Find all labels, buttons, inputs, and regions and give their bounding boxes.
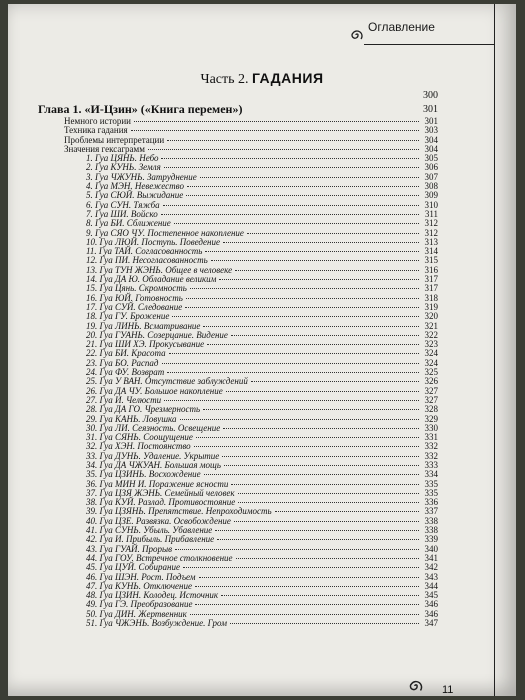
dot-leader bbox=[234, 521, 419, 522]
toc-entry-title: 21. Гуа ШИ ХЭ. Прокусывание bbox=[86, 339, 205, 350]
toc-entry-page: 324 bbox=[424, 357, 438, 368]
toc-entry-page: 345 bbox=[424, 590, 438, 601]
toc-entry-title: 43. Гуа ГУАЙ. Прорыв bbox=[86, 543, 172, 554]
part-page-number: 300 bbox=[423, 90, 438, 101]
toc-entry-title: 26. Гуа ДА ЧУ. Большое накопление bbox=[86, 385, 223, 396]
toc-entry-title: 17. Гуа СУЙ. Следование bbox=[86, 301, 183, 312]
toc-entry-title: 13. Гуа ТУН ЖЭНЬ. Общее в человеке bbox=[86, 264, 233, 275]
toc-entry-title: 20. Гуа ГУАНЬ. Созерцание. Видение bbox=[86, 329, 228, 340]
dot-leader bbox=[224, 465, 419, 466]
toc-entry-page: 338 bbox=[424, 515, 438, 526]
dot-leader bbox=[131, 130, 419, 131]
dot-leader bbox=[207, 344, 419, 345]
toc-entry-title: 12. Гуа ПИ. Несогласованность bbox=[86, 255, 208, 266]
dot-leader bbox=[211, 260, 419, 261]
dot-leader bbox=[175, 549, 419, 550]
toc-entry-page: 338 bbox=[424, 525, 438, 536]
toc-entry-page: 305 bbox=[424, 153, 438, 164]
dot-leader bbox=[230, 623, 419, 624]
toc-entry-title: 18. Гуа ГУ. Брожение bbox=[86, 311, 170, 322]
toc-entry-page: 341 bbox=[424, 552, 438, 563]
toc-entry-title: 44. Гуа ГОУ. Встречное столкновение bbox=[86, 552, 233, 563]
toc-entry-title: 2. Гуа КУНЬ. Земля bbox=[86, 162, 161, 173]
dot-leader bbox=[194, 446, 419, 447]
part-title-name: ГАДАНИЯ bbox=[252, 70, 324, 86]
dot-leader bbox=[186, 195, 419, 196]
dot-leader bbox=[247, 233, 419, 234]
dot-leader bbox=[185, 307, 419, 308]
dot-leader bbox=[231, 484, 419, 485]
toc-entry-page: 346 bbox=[424, 599, 438, 610]
toc-entry-title: 30. Гуа ЛИ. Сеязность. Освещение bbox=[86, 422, 221, 433]
toc-entry-page: 328 bbox=[424, 404, 438, 415]
toc-entry-page: 310 bbox=[424, 199, 438, 210]
toc-entry-title: 15. Гуа Цянь. Скромность bbox=[86, 283, 187, 294]
toc-entry-page: 301 bbox=[424, 116, 438, 126]
toc-entry-title: 41. Гуа СУНЬ. Убыль. Убавление bbox=[86, 525, 213, 536]
toc-entry-page: 313 bbox=[424, 236, 438, 247]
toc-entry-title: Немного истории bbox=[64, 116, 131, 126]
toc-entry-title: 28. Гуа ДА ГО. Чрезмерность bbox=[86, 404, 201, 415]
toc-entry-title: 1. Гуа ЦЯНЬ. Небо bbox=[86, 153, 159, 164]
dot-leader bbox=[205, 251, 419, 252]
toc-entry-title: 37. Гуа ЦЗЯ ЖЭНЬ. Семейный человек bbox=[86, 487, 235, 498]
toc-entry-title: 50. Гуа ДИН. Жертвенник bbox=[86, 608, 187, 619]
toc-entry-title: 48. Гуа ЦЗИН. Колодец. Источник bbox=[86, 590, 219, 601]
dot-leader bbox=[199, 577, 419, 578]
toc-entry-page: 323 bbox=[424, 339, 438, 350]
dot-leader bbox=[235, 270, 419, 271]
toc-entry-page: 347 bbox=[424, 618, 438, 629]
toc-entry-title: 40. Гуа ЦЗЕ. Развязка. Освобождение bbox=[86, 515, 231, 526]
toc-entry-title: 11. Гуа ТАЙ. Согласованность bbox=[86, 246, 203, 257]
toc-entry-title: 14. Гуа ДА Ю. Обладание великим bbox=[86, 274, 217, 285]
toc-entry-page: 326 bbox=[424, 376, 438, 387]
toc-entry-title: 23. Гуа БО. Распад bbox=[86, 357, 159, 368]
dot-leader bbox=[215, 530, 419, 531]
toc-entry-page: 330 bbox=[424, 422, 438, 433]
margin-rule bbox=[494, 4, 495, 696]
toc-entry-page: 314 bbox=[424, 246, 438, 257]
toc-entry-page: 304 bbox=[424, 134, 438, 145]
toc-entry-title: 3. Гуа ЧЖУНЬ. Затруднение bbox=[86, 171, 197, 182]
toc-entry-page: 322 bbox=[424, 329, 438, 340]
dot-leader bbox=[226, 391, 419, 392]
dot-leader bbox=[167, 372, 419, 373]
toc-entry-page: 329 bbox=[424, 413, 438, 424]
toc-entry-page: 309 bbox=[424, 190, 438, 201]
toc-entry-page: 327 bbox=[424, 394, 438, 405]
toc-entry-title: 6. Гуа СУН. Тяжба bbox=[86, 199, 160, 210]
dot-leader bbox=[163, 205, 419, 206]
dot-leader bbox=[183, 567, 419, 568]
toc-entry-page: 324 bbox=[424, 348, 438, 359]
dot-leader bbox=[200, 177, 419, 178]
dot-leader bbox=[172, 316, 419, 317]
dot-leader bbox=[217, 539, 419, 540]
toc-entry-title: 7. Гуа ШИ. Войско bbox=[86, 208, 158, 219]
toc-entry-title: 8. Гуа БИ. Сближение bbox=[86, 218, 171, 229]
dot-leader bbox=[236, 558, 419, 559]
toc-entry-page: 321 bbox=[424, 320, 438, 331]
dot-leader bbox=[221, 595, 419, 596]
toc-entry-page: 315 bbox=[424, 255, 438, 266]
toc-entry-page: 316 bbox=[424, 264, 438, 275]
toc-entry-title: 39. Гуа ЦЗЯНЬ. Препятствие. Непроходимость bbox=[86, 506, 272, 517]
chapter-page-number: 301 bbox=[423, 104, 438, 115]
dot-leader bbox=[195, 586, 419, 587]
toc-entry-title: 45. Гуа ЦУЙ. Собирание bbox=[86, 562, 180, 573]
toc-entry-page: 327 bbox=[424, 385, 438, 396]
toc-entry-page: 331 bbox=[424, 432, 438, 443]
toc-entry-title: Значения гексаграмм bbox=[64, 143, 145, 154]
dot-leader bbox=[223, 242, 419, 243]
toc-entry-title: 31. Гуа СЯНЬ. Соощущение bbox=[86, 432, 193, 443]
toc-entry-page: 303 bbox=[424, 125, 438, 136]
dot-leader bbox=[164, 167, 419, 168]
dot-leader bbox=[219, 279, 419, 280]
toc-entry-title: 38. Гуа КУЙ. Разлад. Противостояние bbox=[86, 497, 236, 508]
toc-entry-title: 42. Гуа И. Прибыль. Прибавление bbox=[86, 534, 215, 545]
toc-entry-page: 311 bbox=[424, 208, 438, 219]
toc-entry-title: 5. Гуа СЮЙ. Выжидание bbox=[86, 190, 184, 201]
dot-leader bbox=[238, 502, 419, 503]
dot-leader bbox=[203, 409, 419, 410]
toc-entry-page: 335 bbox=[424, 478, 438, 489]
toc-entry-page: 317 bbox=[424, 274, 438, 285]
header-rule bbox=[364, 44, 494, 45]
toc-entry-page: 344 bbox=[424, 580, 438, 591]
toc-entry-title: 10. Гуа ЛЮЙ. Поступь. Поведение bbox=[86, 236, 221, 247]
toc-entry-page: 339 bbox=[424, 534, 438, 545]
toc-entry-title: 46. Гуа ШЭН. Рост. Подъем bbox=[86, 571, 196, 582]
toc-entry-page: 346 bbox=[424, 608, 438, 619]
toc-entry-title: 35. Гуа ЦЗИНЬ. Восхождение bbox=[86, 469, 201, 480]
toc-entry-page: 342 bbox=[424, 562, 438, 573]
toc-entry-title: 36. Гуа МИН И. Поражение ясности bbox=[86, 478, 229, 489]
toc-entry-page: 332 bbox=[424, 441, 438, 452]
toc-entry-title: 24. Гуа ФУ. Возврат bbox=[86, 367, 165, 378]
part-title bbox=[8, 70, 516, 88]
dot-leader bbox=[167, 140, 419, 141]
toc-entry-title: 4. Гуа МЭН. Невежество bbox=[86, 181, 184, 192]
toc-entry-title: Проблемы интерпретации bbox=[64, 134, 165, 145]
toc-entry-page: 320 bbox=[424, 311, 438, 322]
dot-leader bbox=[204, 474, 419, 475]
toc-entry-page: 343 bbox=[424, 571, 438, 582]
toc-entry-title: 22. Гуа БИ. Красота bbox=[86, 348, 166, 359]
toc-entry-page: 333 bbox=[424, 459, 438, 470]
toc-entry-title: 16. Гуа ЮЙ. Готовность bbox=[86, 292, 183, 303]
toc-entry-page: 335 bbox=[424, 487, 438, 498]
dot-leader bbox=[174, 223, 419, 224]
dot-leader bbox=[161, 158, 419, 159]
toc-entry-title: 27. Гуа И. Челюсти bbox=[86, 394, 162, 405]
dot-leader bbox=[238, 493, 419, 494]
toc-entry-page: 340 bbox=[424, 543, 438, 554]
toc-entry-page: 334 bbox=[424, 469, 438, 480]
dot-leader bbox=[196, 437, 419, 438]
dot-leader bbox=[251, 381, 419, 382]
table-of-contents bbox=[64, 117, 438, 628]
dot-leader bbox=[223, 428, 419, 429]
dot-leader bbox=[203, 326, 419, 327]
dot-leader bbox=[190, 614, 419, 615]
page-number: 11 bbox=[442, 684, 454, 696]
toc-entry-title: 32. Гуа ХЭН. Постоянство bbox=[86, 441, 191, 452]
toc-entry-page: 337 bbox=[424, 506, 438, 517]
toc-entry-page: 312 bbox=[424, 227, 438, 238]
dot-leader bbox=[187, 186, 419, 187]
chapter-title: Глава 1. «И-Цзин» («Книга перемен») bbox=[38, 102, 243, 116]
toc-entry-title: 47. Гуа КУНЬ. Отключение bbox=[86, 580, 192, 591]
toc-entry-title: 34. Гуа ДА ЧЖУАН. Большая мощь bbox=[86, 459, 221, 470]
toc-entry-title: 33. Гуа ДУНЬ. Удаление. Укрытие bbox=[86, 450, 220, 461]
running-header: Оглавление bbox=[368, 20, 435, 34]
toc-entry-page: 307 bbox=[424, 171, 438, 182]
toc-entry-page: 317 bbox=[424, 283, 438, 294]
toc-entry-page: 325 bbox=[424, 367, 438, 378]
toc-entry-title: Техника гадания bbox=[64, 125, 128, 136]
toc-entry-page: 306 bbox=[424, 162, 438, 173]
toc-entry-title: 9. Гуа СЯО ЧУ. Постепенное накопление bbox=[86, 227, 244, 238]
dot-leader bbox=[164, 400, 419, 401]
toc-entry-title: 19. Гуа ЛИНЬ. Всматривание bbox=[86, 320, 201, 331]
dot-leader bbox=[190, 288, 419, 289]
part-title-prefix: Часть 2. bbox=[200, 72, 249, 87]
dot-leader bbox=[169, 353, 419, 354]
book-page bbox=[8, 4, 516, 696]
dot-leader bbox=[134, 121, 419, 122]
toc-entry bbox=[64, 619, 438, 628]
dot-leader bbox=[222, 456, 419, 457]
dot-leader bbox=[148, 149, 419, 150]
dot-leader bbox=[275, 511, 419, 512]
dot-leader bbox=[231, 335, 419, 336]
dot-leader bbox=[186, 298, 419, 299]
toc-entry-title: 51. Гуа ЧЖЭНЬ. Возбуждение. Гром bbox=[86, 618, 227, 629]
toc-entry-page: 319 bbox=[424, 301, 438, 312]
dot-leader bbox=[180, 419, 419, 420]
toc-entry-title: 29. Гуа КАНЬ. Ловушка bbox=[86, 413, 177, 424]
toc-entry-page: 312 bbox=[424, 218, 438, 229]
toc-entry-page: 318 bbox=[424, 292, 438, 303]
toc-entry-title: 49. Гуа ГЭ. Преобразование bbox=[86, 599, 193, 610]
ornament-swirl-icon bbox=[348, 26, 366, 44]
toc-entry-page: 336 bbox=[424, 497, 438, 508]
toc-entry-page: 332 bbox=[424, 450, 438, 461]
toc-entry-title: 25. Гуа У ВАН. Отсутствие заблуждений bbox=[86, 376, 248, 387]
toc-entry-page: 304 bbox=[424, 143, 438, 154]
footer-ornament-icon bbox=[406, 676, 426, 696]
dot-leader bbox=[162, 363, 420, 364]
dot-leader bbox=[195, 604, 419, 605]
toc-entry-page: 308 bbox=[424, 181, 438, 192]
dot-leader bbox=[161, 214, 419, 215]
